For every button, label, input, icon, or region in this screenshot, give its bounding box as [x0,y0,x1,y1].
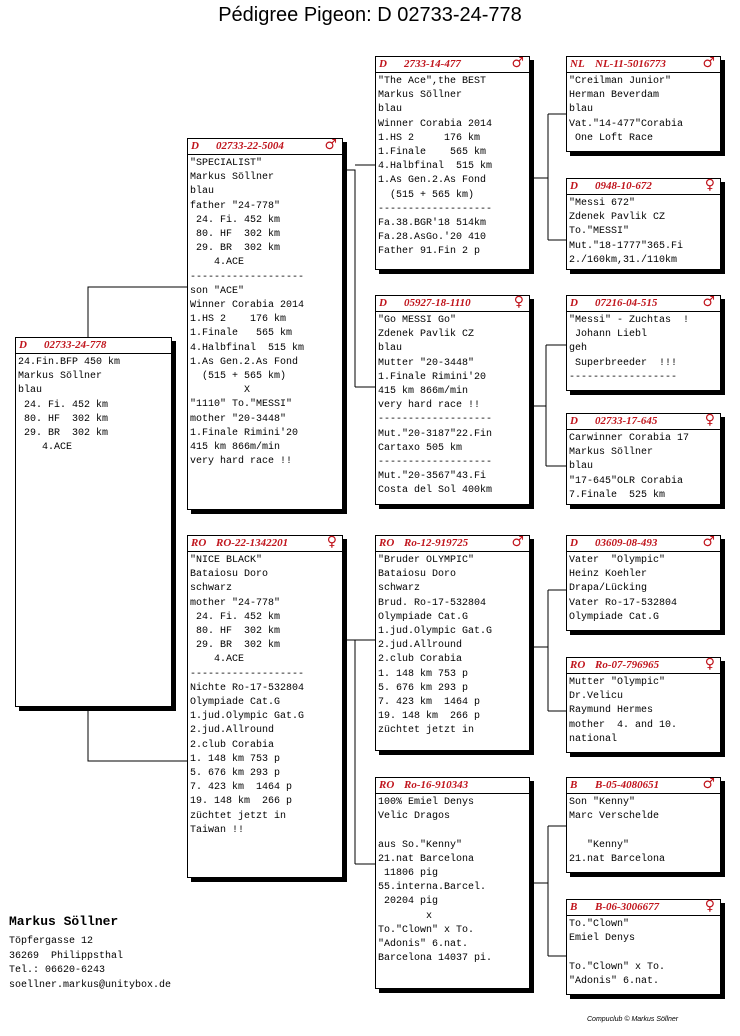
country-code: D [19,339,27,351]
card-text: "NICE BLACK" Bataiosu Doro schwarz mother "24-778" 24. Fi. 452 km 80. HF 302 km 29. BR 302 km 4.ACE ------------------- Nichte Ro-17-532804 Olympiade Cat.G 1.jud.Olympic Gat.G 2.jud.Allround 2.club Corabia 1. 148 km 753 p 5. 676 km 293 p 7. 423 km 1464 p 19. 148 km 266 p züchtet jetzt in Taiwan !! [190,555,305,836]
ffs-father-card [566,56,721,152]
ring-number: B-06-3006677 [595,901,660,913]
subject-card [15,337,172,707]
mms-mother-card [566,899,721,995]
card-text: "Messi" - Zuchtas ! Johann Liebl geh Superbreeder !!! ------------------ [569,315,690,383]
card-text: Carwinner Corabia 17 Markus Söllner blau "17-645"OLR Corabia 7.Finale 525 km [569,433,690,501]
owner-city: 36269 Philippsthal [9,950,124,962]
ring-number: 02733-24-778 [44,339,107,351]
owner-name: Markus Söllner [9,914,119,929]
ring-number: 07216-04-515 [595,297,658,309]
card-text: "Bruder OLYMPIC" Bataiosu Doro schwarz Brud. Ro-17-532804 Olympiade Cat.G 1.jud.Olympic Gat.G 2.jud.Allround 2.club Corabia 1. 148 km 753 p 5. 676 km 293 p 7. 423 km 1464 p 19. 148 km 266 p züchtet jetzt in [378,555,493,737]
ring-number: 05927-18-1110 [404,297,471,309]
ring-number: 0948-10-672 [595,180,652,192]
ring-number: 2733-14-477 [404,58,461,70]
footer-credit: Compuclub © Markus Söllner [587,1016,679,1023]
card-text: "The Ace",the BEST Markus Söllner blau Winner Corabia 2014 1.HS 2 176 km 1.Finale 565 km 4.Halbfinal 515 km 1.As Gen.2.As Fond (515 + 565 km) ------------------- Fa.38.BGR'18 514km Fa.28.AsGo.'20 410 Father 91.Fin 2 p [378,76,493,258]
country-code: D [570,537,578,549]
country-code: RO [191,537,207,549]
card-text: "Creilman Junior" Herman Beverdam blau Vat."14-477"Corabia One Loft Race [569,76,684,144]
male-symbol-icon: ♂ [511,55,524,71]
mothers-mother-card [375,777,530,989]
male-symbol-icon: ♂ [702,55,715,71]
ring-number: Ro-16-910343 [404,779,469,791]
ring-number: NL-11-5016773 [595,58,666,70]
ffs-mother-card [566,178,721,270]
mother-card [187,535,343,878]
ring-number: B-05-4080651 [595,779,660,791]
male-symbol-icon: ♂ [702,776,715,792]
female-symbol-icon: ♀ [513,294,524,310]
fathers-father-card [375,56,530,270]
card-text: Vater "Olympic" Heinz Koehler Drapa/Lücking Vater Ro-17-532804 Olympiade Cat.G [569,555,678,623]
country-code: RO [570,659,586,671]
fathers-mother-card [375,295,530,505]
country-code: NL [570,58,585,70]
fms-father-card [566,295,721,391]
country-code: RO [379,537,395,549]
ring-number: 02733-22-5004 [216,140,284,152]
card-text: "SPECIALIST" Markus Söllner blau father "24-778" 24. Fi. 452 km 80. HF 302 km 29. BR 302 km 4.ACE ------------------- son "ACE" Winner Corabia 2014 1.HS 2 176 km 1.Finale 565 km 4.Halbfinal 515 km 1.As Gen.2.As Fond (515 + 565 km) X "1110" To."MESSI" mother "20-3448" 1.Finale Rimini'20 415 km 866m/min very hard race !! [190,158,305,468]
owner-street: Töpfergasse 12 [9,936,94,947]
ring-number: 02733-17-645 [595,415,658,427]
country-code: D [379,58,387,70]
owner-phone: Tel.: 06620-6243 [9,965,106,976]
female-symbol-icon: ♀ [704,412,715,428]
fms-mother-card [566,413,721,505]
card-text: Son "Kenny" Marc Verschelde "Kenny" 21.nat Barcelona [569,797,666,865]
ring-number: RO-22-1342201 [216,537,289,549]
female-symbol-icon: ♀ [704,656,715,672]
country-code: RO [379,779,395,791]
female-symbol-icon: ♀ [704,898,715,914]
card-text: 24.Fin.BFP 450 km Markus Söllner blau 24. Fi. 452 km 80. HF 302 km 29. BR 302 km 4.ACE [18,357,121,454]
country-code: D [570,297,578,309]
country-code: D [570,180,578,192]
card-text: 100% Emiel Denys Velic Dragos aus So."Kenny" 21.nat Barcelona 11806 pig 55.interna.Barcel. 20204 pig x To."Clown" x To. "Adonis" 6.nat. Barcelona 14037 pi. [378,797,493,965]
card-text: "Messi 672" Zdenek Pavlik CZ To."MESSI" Mut."18-1777"365.Fi 2./160km,31./110km [569,198,684,266]
card-text: Mutter "Olympic" Dr.Velicu Raymund Hermes mother 4. and 10. national [569,677,678,745]
mfs-father-card [566,535,721,631]
male-symbol-icon: ♂ [702,534,715,550]
owner-address-block [9,913,171,993]
country-code: B [570,779,578,791]
page-title: Pédigree Pigeon: D 02733-24-778 [218,4,522,26]
country-code: D [191,140,199,152]
male-symbol-icon: ♂ [702,294,715,310]
ring-number: 03609-08-493 [595,537,658,549]
country-code: D [570,415,578,427]
country-code: B [570,901,578,913]
female-symbol-icon: ♀ [704,177,715,193]
female-symbol-icon: ♀ [326,534,337,550]
mms-father-card [566,777,721,873]
father-card [187,138,343,510]
male-symbol-icon: ♂ [324,137,337,153]
mothers-father-card [375,535,530,751]
card-text: "Go MESSI Go" Zdenek Pavlik CZ blau Mutter "20-3448" 1.Finale Rimini'20 415 km 866m/min very hard race !! ------------------- Mut."20-3187"22.Fin Cartaxo 505 km ------------------- Mut."20-3567"43.Fi Costa del Sol 400km [378,315,493,497]
owner-email: soellner.markus@unitybox.de [9,979,172,991]
male-symbol-icon: ♂ [511,534,524,550]
ring-number: Ro-12-919725 [404,537,469,549]
card-text: To."Clown" Emiel Denys To."Clown" x To. "Adonis" 6.nat. [569,919,666,987]
ring-number: Ro-07-796965 [595,659,660,671]
mfs-mother-card [566,657,721,753]
country-code: D [379,297,387,309]
